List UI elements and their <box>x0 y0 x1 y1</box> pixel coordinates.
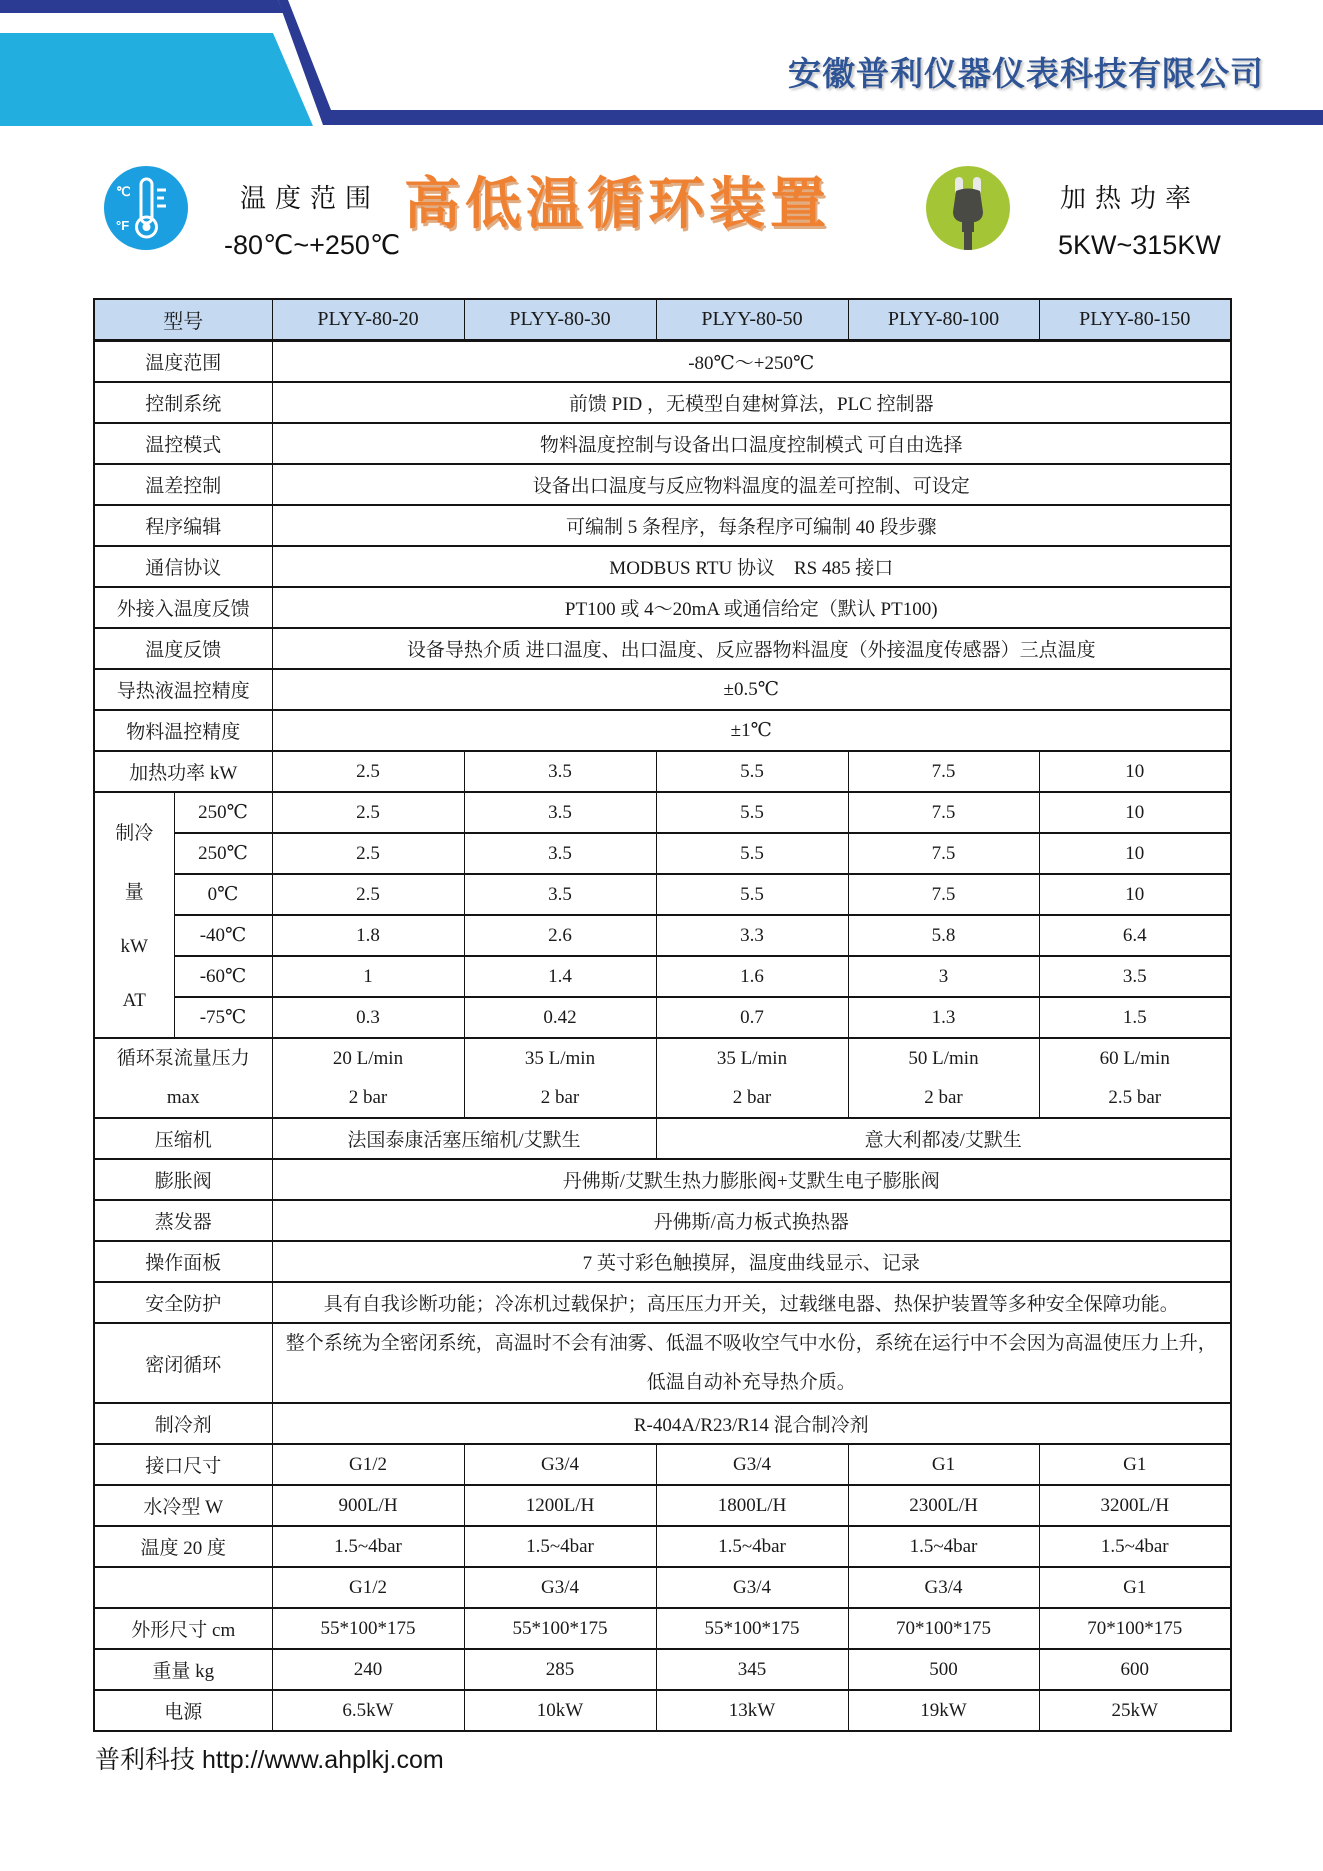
temperature-badge <box>104 166 188 250</box>
table-row <box>94 587 1231 628</box>
pump-label-line1: 循环泵流量压力 <box>116 1048 250 1069</box>
table-row <box>94 341 1231 383</box>
row-value: PT100 或 4～20mA 或通信给定（默认 PT100) <box>272 587 1231 628</box>
column-header: PLYY-80-150 <box>1039 299 1231 341</box>
table-row <box>94 1159 1231 1200</box>
cell-value: 0.3 <box>272 997 464 1038</box>
cell-value: 2.5 <box>272 833 464 874</box>
banner-cyan-block <box>0 33 313 126</box>
table-row <box>94 1567 1231 1608</box>
row-label: 程序编辑 <box>94 505 272 546</box>
column-header: PLYY-80-20 <box>272 299 464 341</box>
cell-value: 13kW <box>656 1690 848 1731</box>
cooling-group-label <box>94 792 174 1038</box>
temp-range-value: -80℃~+250℃ <box>224 230 401 260</box>
cell-value: 55*100*175 <box>656 1608 848 1649</box>
cell-value: 70*100*175 <box>848 1608 1039 1649</box>
row-value: MODBUS RTU 协议 RS 485 接口 <box>272 546 1231 587</box>
cell-value: 500 <box>848 1649 1039 1690</box>
cell-value: 3.5 <box>1039 956 1231 997</box>
cell-value: G1/2 <box>272 1444 464 1485</box>
cell-value: 7.5 <box>848 833 1039 874</box>
cell-value: 25kW <box>1039 1690 1231 1731</box>
row-value: 丹佛斯/高力板式换热器 <box>272 1200 1231 1241</box>
pump-pressure: 2 bar <box>540 1087 580 1108</box>
cell-value: 5.5 <box>656 833 848 874</box>
table-row <box>94 1038 1231 1118</box>
row-label: 物料温控精度 <box>94 710 272 751</box>
table-row <box>94 1649 1231 1690</box>
cell-value: 3.5 <box>464 874 656 915</box>
row-label: 重量 kg <box>94 1649 272 1690</box>
product-title: 高低温循环装置 <box>404 174 831 236</box>
cell-value: 1.5~4bar <box>1039 1526 1231 1567</box>
row-label: 电源 <box>94 1690 272 1731</box>
cell-value: 3.5 <box>464 833 656 874</box>
cell-value: 70*100*175 <box>1039 1608 1231 1649</box>
row-value: 整个系统为全密闭系统，高温时不会有油雾、低温不吸收空气中水份，系统在运行中不会因为高温使压力上升，低温自动补充导热介质。 <box>272 1323 1231 1403</box>
cell-value: 1.5 <box>1039 997 1231 1038</box>
cell-value: 5.5 <box>656 792 848 833</box>
table-row <box>94 751 1231 792</box>
table-row <box>94 464 1231 505</box>
row-label: 温差控制 <box>94 464 272 505</box>
cell-value: 7.5 <box>848 792 1039 833</box>
cell-value <box>1039 1038 1231 1118</box>
row-value: 意大利都凌/艾默生 <box>656 1118 1231 1159</box>
table-row <box>94 1118 1231 1159</box>
row-label: 安全防护 <box>94 1282 272 1323</box>
table-row <box>94 1526 1231 1567</box>
cell-value: 2.5 <box>272 792 464 833</box>
cell-value: 6.5kW <box>272 1690 464 1731</box>
svg-text:℃: ℃ <box>116 184 131 199</box>
company-name: 安徽普利仪器仪表科技有限公司 <box>788 55 1264 92</box>
cooling-label-line: 制冷 <box>115 823 154 845</box>
cell-value <box>848 1038 1039 1118</box>
row-value: 可编制 5 条程序，每条程序可编制 40 段步骤 <box>272 505 1231 546</box>
row-label: 温控模式 <box>94 423 272 464</box>
cell-value: G1 <box>1039 1567 1231 1608</box>
pump-pressure: 2 bar <box>348 1087 388 1108</box>
cell-value: 55*100*175 <box>464 1608 656 1649</box>
table-row <box>94 423 1231 464</box>
row-label: 温度 20 度 <box>94 1526 272 1567</box>
row-label: 操作面板 <box>94 1241 272 1282</box>
table-row <box>94 915 1231 956</box>
cell-value: 5.5 <box>656 874 848 915</box>
table-header-row <box>94 299 1231 341</box>
row-label: 加热功率 kW <box>94 751 272 792</box>
temp-range-title: 温度范围 <box>240 184 381 213</box>
cooling-label-line: 量 <box>124 882 144 904</box>
cell-value: 2.6 <box>464 915 656 956</box>
row-value: ±1℃ <box>272 710 1231 751</box>
cell-value: 10 <box>1039 751 1231 792</box>
cell-value: 7.5 <box>848 751 1039 792</box>
cell-value: 7.5 <box>848 874 1039 915</box>
pump-pressure: 2 bar <box>924 1087 963 1108</box>
cell-value: 10kW <box>464 1690 656 1731</box>
row-label: 外接入温度反馈 <box>94 587 272 628</box>
cell-value <box>656 1038 848 1118</box>
cooling-label-line: kW <box>120 935 148 957</box>
cell-value: 1.5~4bar <box>464 1526 656 1567</box>
pump-flow: 20 L/min <box>332 1048 404 1069</box>
table-row <box>94 1200 1231 1241</box>
cell-value: G1 <box>1039 1444 1231 1485</box>
cell-value: 1.3 <box>848 997 1039 1038</box>
cell-value: 1 <box>272 956 464 997</box>
row-label: 外形尺寸 cm <box>94 1608 272 1649</box>
row-label: 蒸发器 <box>94 1200 272 1241</box>
cell-value: 5.8 <box>848 915 1039 956</box>
cooling-temp-label: 250℃ <box>174 833 272 874</box>
row-value: 具有自我诊断功能；冷冻机过载保护；高压压力开关，过载继电器、热保护装置等多种安全保障功能。 <box>272 1282 1231 1323</box>
cell-value: 55*100*175 <box>272 1608 464 1649</box>
cell-value: 0.42 <box>464 997 656 1038</box>
table-row <box>94 669 1231 710</box>
power-plug-icon <box>926 166 1010 250</box>
cell-value <box>464 1038 656 1118</box>
row-label: 密闭循环 <box>94 1323 272 1403</box>
row-value: ±0.5℃ <box>272 669 1231 710</box>
cell-value: 1200L/H <box>464 1485 656 1526</box>
table-row <box>94 792 1231 833</box>
table-row <box>94 546 1231 587</box>
table-row <box>94 1241 1231 1282</box>
cell-value: 1.6 <box>656 956 848 997</box>
cell-value: 3.5 <box>464 751 656 792</box>
cell-value: 3200L/H <box>1039 1485 1231 1526</box>
cell-value: 1.5~4bar <box>656 1526 848 1567</box>
cell-value: G1 <box>848 1444 1039 1485</box>
row-value: 设备导热介质 进口温度、出口温度、反应器物料温度（外接温度传感器）三点温度 <box>272 628 1231 669</box>
cell-value: G1/2 <box>272 1567 464 1608</box>
column-header: PLYY-80-50 <box>656 299 848 341</box>
pump-flow: 50 L/min <box>908 1048 979 1069</box>
table-row <box>94 1282 1231 1323</box>
table-row <box>94 628 1231 669</box>
cell-value: G3/4 <box>464 1444 656 1485</box>
row-label: 制冷剂 <box>94 1403 272 1444</box>
row-value: 前馈 PID ，无模型自建树算法，PLC 控制器 <box>272 382 1231 423</box>
row-label <box>94 1038 272 1118</box>
cell-value: 6.4 <box>1039 915 1231 956</box>
cell-value: 2.5 <box>272 751 464 792</box>
cell-value: 10 <box>1039 874 1231 915</box>
table-row <box>94 1323 1231 1403</box>
cell-value: G3/4 <box>464 1567 656 1608</box>
svg-text:°F: °F <box>116 218 130 233</box>
cell-value: 10 <box>1039 792 1231 833</box>
table-row <box>94 1690 1231 1731</box>
pump-pressure: 2.5 bar <box>1108 1087 1162 1108</box>
column-header: PLYY-80-30 <box>464 299 656 341</box>
cell-value: G3/4 <box>656 1444 848 1485</box>
pump-flow: 35 L/min <box>524 1048 596 1069</box>
cell-value: 1.5~4bar <box>272 1526 464 1567</box>
cell-value <box>272 1038 464 1118</box>
cell-value: 1.5~4bar <box>848 1526 1039 1567</box>
cell-value: 5.5 <box>656 751 848 792</box>
row-label <box>94 1567 272 1608</box>
row-label: 水冷型 W <box>94 1485 272 1526</box>
cell-value: 1800L/H <box>656 1485 848 1526</box>
table-row <box>94 1444 1231 1485</box>
row-value: 7 英寸彩色触摸屏，温度曲线显示、记录 <box>272 1241 1231 1282</box>
row-value: 丹佛斯/艾默生热力膨胀阀+艾默生电子膨胀阀 <box>272 1159 1231 1200</box>
cell-value: 3.5 <box>464 792 656 833</box>
row-label: 温度范围 <box>94 341 272 383</box>
row-label: 控制系统 <box>94 382 272 423</box>
table-row <box>94 710 1231 751</box>
cell-value: 600 <box>1039 1649 1231 1690</box>
power-badge <box>926 166 1010 250</box>
row-value: -80℃～+250℃ <box>272 341 1231 383</box>
row-label: 温度反馈 <box>94 628 272 669</box>
footer-website: 普利科技 http://www.ahplkj.com <box>95 1746 444 1774</box>
pump-pressure: 2 bar <box>732 1087 772 1108</box>
row-value: 物料温度控制与设备出口温度控制模式 可自由选择 <box>272 423 1231 464</box>
banner-top-bar <box>0 0 283 13</box>
table-row <box>94 382 1231 423</box>
cell-value: G3/4 <box>848 1567 1039 1608</box>
row-label: 膨胀阀 <box>94 1159 272 1200</box>
cell-value: 0.7 <box>656 997 848 1038</box>
cell-value: G3/4 <box>656 1567 848 1608</box>
cell-value: 3.3 <box>656 915 848 956</box>
cell-value: 1.4 <box>464 956 656 997</box>
column-header: PLYY-80-100 <box>848 299 1039 341</box>
cell-value: 1.8 <box>272 915 464 956</box>
table-row <box>94 997 1231 1038</box>
cooling-temp-label: 250℃ <box>174 792 272 833</box>
cell-value: 240 <box>272 1649 464 1690</box>
cell-value: 285 <box>464 1649 656 1690</box>
row-label: 导热液温控精度 <box>94 669 272 710</box>
cell-value: 3 <box>848 956 1039 997</box>
pump-label-line2: max <box>166 1087 200 1108</box>
cooling-label-line: AT <box>122 989 146 1011</box>
row-value: 法国泰康活塞压缩机/艾默生 <box>272 1118 656 1159</box>
table-row <box>94 833 1231 874</box>
cell-value: 900L/H <box>272 1485 464 1526</box>
pump-flow: 60 L/min <box>1099 1048 1170 1069</box>
cell-value: 345 <box>656 1649 848 1690</box>
row-label: 接口尺寸 <box>94 1444 272 1485</box>
table-row <box>94 505 1231 546</box>
cell-value: 2.5 <box>272 874 464 915</box>
table-row <box>94 1608 1231 1649</box>
cooling-temp-label: -40℃ <box>174 915 272 956</box>
table-row <box>94 956 1231 997</box>
heating-power-title: 加热功率 <box>1060 184 1201 213</box>
cell-value: 19kW <box>848 1690 1039 1731</box>
row-label: 压缩机 <box>94 1118 272 1159</box>
thermometer-icon <box>104 166 188 250</box>
cell-value: 2300L/H <box>848 1485 1039 1526</box>
row-value: R-404A/R23/R14 混合制冷剂 <box>272 1403 1231 1444</box>
spec-table <box>93 298 1232 1732</box>
cooling-temp-label: -75℃ <box>174 997 272 1038</box>
heating-power-value: 5KW~315KW <box>1058 230 1221 260</box>
cooling-temp-label: 0℃ <box>174 874 272 915</box>
pump-flow: 35 L/min <box>716 1048 788 1069</box>
row-value: 设备出口温度与反应物料温度的温差可控制、可设定 <box>272 464 1231 505</box>
cooling-temp-label: -60℃ <box>174 956 272 997</box>
table-row <box>94 874 1231 915</box>
table-row <box>94 1485 1231 1526</box>
column-header-model: 型号 <box>94 299 272 341</box>
row-label: 通信协议 <box>94 546 272 587</box>
table-row <box>94 1403 1231 1444</box>
cell-value: 10 <box>1039 833 1231 874</box>
